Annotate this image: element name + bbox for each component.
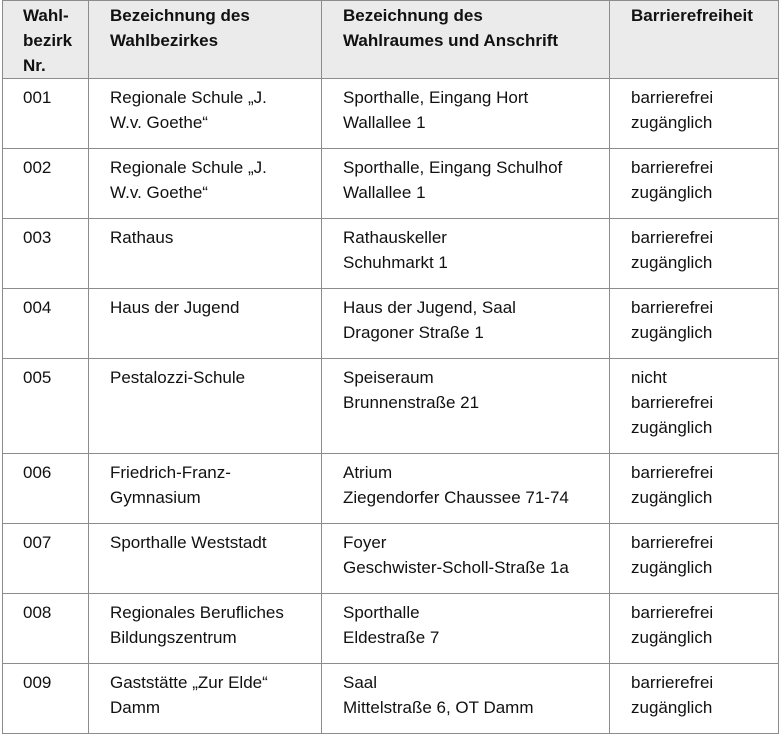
cell-bezirk: Regionale Schule „J. W.v. Goethe“ [89, 149, 322, 219]
polling-stations-table [2, 0, 779, 734]
cell-barriere: barrierefrei zugänglich [610, 664, 779, 734]
cell-raum: Sporthalle, Eingang Schulhof Wallallee 1 [322, 149, 610, 219]
cell-nr: 009 [3, 664, 89, 734]
cell-barriere: barrierefrei zugänglich [610, 79, 779, 149]
cell-nr: 004 [3, 289, 89, 359]
header-row [3, 1, 779, 79]
cell-bezirk: Pestalozzi-Schule [89, 359, 322, 454]
cell-raum: Rathauskeller Schuhmarkt 1 [322, 219, 610, 289]
cell-barriere: barrierefrei zugänglich [610, 219, 779, 289]
cell-nr: 001 [3, 79, 89, 149]
cell-raum: Haus der Jugend, Saal Dragoner Straße 1 [322, 289, 610, 359]
cell-nr: 005 [3, 359, 89, 454]
cell-nr: 002 [3, 149, 89, 219]
cell-bezirk: Haus der Jugend [89, 289, 322, 359]
cell-nr: 007 [3, 524, 89, 594]
cell-raum: Atrium Ziegendorfer Chaussee 71-74 [322, 454, 610, 524]
cell-nr: 008 [3, 594, 89, 664]
cell-raum: Speiseraum Brunnenstraße 21 [322, 359, 610, 454]
header-bezeichnung-wahlbezirk: Bezeichnung des Wahlbezirkes [89, 1, 322, 79]
cell-barriere: barrierefrei zugänglich [610, 524, 779, 594]
cell-nr: 003 [3, 219, 89, 289]
table-row [3, 79, 779, 149]
cell-bezirk: Rathaus [89, 219, 322, 289]
cell-barriere: barrierefrei zugänglich [610, 289, 779, 359]
table-row [3, 359, 779, 454]
table-row [3, 149, 779, 219]
cell-raum: Foyer Geschwister-Scholl-Straße 1a [322, 524, 610, 594]
cell-raum: Sporthalle, Eingang Hort Wallallee 1 [322, 79, 610, 149]
table-row [3, 664, 779, 734]
cell-barriere: barrierefrei zugänglich [610, 149, 779, 219]
cell-bezirk: Regionales Berufliches Bildungszentrum [89, 594, 322, 664]
table-row [3, 219, 779, 289]
cell-barriere: barrierefrei zugänglich [610, 454, 779, 524]
header-bezeichnung-wahlraum: Bezeichnung des Wahlraumes und Anschrift [322, 1, 610, 79]
cell-barriere: barrierefrei zugänglich [610, 594, 779, 664]
cell-bezirk: Regionale Schule „J. W.v. Goethe“ [89, 79, 322, 149]
header-barrierefreiheit: Barrierefreiheit [610, 1, 779, 79]
cell-raum: Saal Mittelstraße 6, OT Damm [322, 664, 610, 734]
cell-raum: Sporthalle Eldestraße 7 [322, 594, 610, 664]
table-row [3, 289, 779, 359]
cell-bezirk: Friedrich-Franz- Gymnasium [89, 454, 322, 524]
table-row [3, 594, 779, 664]
header-wahlbezirk-nr: Wahl- bezirk Nr. [3, 1, 89, 79]
table-row [3, 524, 779, 594]
cell-nr: 006 [3, 454, 89, 524]
cell-bezirk: Gaststätte „Zur Elde“ Damm [89, 664, 322, 734]
table-row [3, 454, 779, 524]
cell-bezirk: Sporthalle Weststadt [89, 524, 322, 594]
cell-barriere: nicht barrierefrei zugänglich [610, 359, 779, 454]
